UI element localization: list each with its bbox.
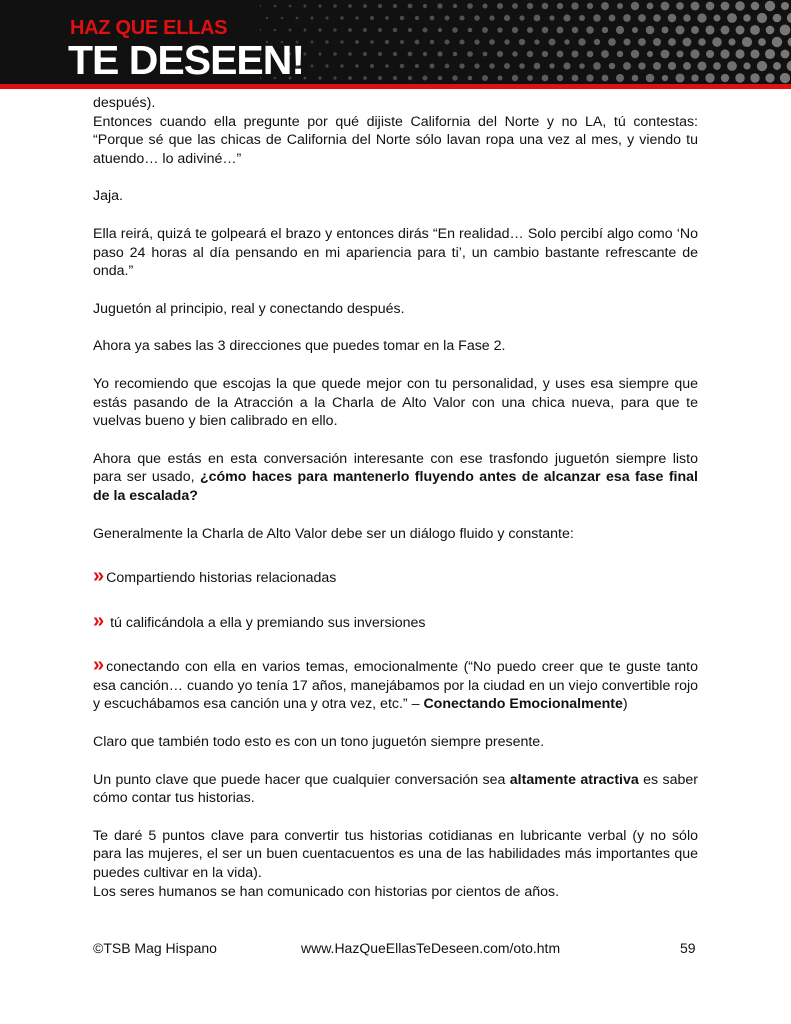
halftone-dot — [534, 63, 541, 70]
halftone-dot — [542, 27, 548, 33]
bullet-item — [93, 609, 698, 633]
halftone-dot — [482, 27, 488, 33]
halftone-dot — [712, 37, 722, 47]
halftone-dot — [564, 39, 569, 44]
halftone-dot — [720, 49, 729, 58]
halftone-dot — [400, 64, 405, 69]
halftone-dot — [735, 73, 744, 82]
halftone-dot — [467, 51, 473, 57]
halftone-dot — [638, 14, 646, 22]
paragraph: Los seres humanos se han comunicado con historias por cientos de años. — [93, 883, 560, 900]
halftone-dot — [593, 14, 600, 21]
halftone-dot — [527, 75, 533, 81]
halftone-dot — [348, 52, 352, 56]
halftone-dot — [512, 75, 518, 81]
halftone-dot — [721, 74, 729, 82]
header-title-line1: HAZ QUE ELLAS — [70, 17, 228, 39]
halftone-dot — [415, 40, 420, 45]
halftone-dot — [751, 2, 760, 11]
paragraph: Te daré 5 puntos clave para convertir tus historias cotidianas en lubricante verbal (y no sólo para las mujeres, el ser un buen cuentacuentos es una de las habilidades más importantes que puedes cultivar en la vida). — [93, 827, 698, 882]
halftone-dot — [586, 74, 593, 81]
halftone-dot — [483, 52, 488, 57]
halftone-dot — [691, 74, 698, 81]
bullet-text-end: ) — [622, 696, 628, 713]
halftone-dot — [691, 26, 699, 34]
halftone-dot — [534, 39, 539, 44]
halftone-dot — [638, 38, 646, 46]
paragraph-bold-question: ¿cómo haces para mantenerlo fluyendo antes de alcanzar esa fase final de la escalada? — [93, 469, 699, 504]
halftone-dot — [743, 62, 750, 69]
halftone-dot — [705, 25, 714, 34]
halftone-dot — [340, 64, 344, 68]
halftone-dot — [750, 73, 759, 82]
halftone-dot — [653, 14, 661, 22]
halftone-dot — [609, 63, 615, 69]
halftone-dot — [632, 75, 639, 82]
halftone-dot — [728, 38, 735, 45]
halftone-dot — [474, 15, 480, 21]
halftone-dot — [742, 37, 752, 47]
halftone-dot — [780, 73, 790, 83]
halftone-dot — [617, 51, 623, 57]
halftone-dot — [676, 50, 683, 57]
halftone-dot — [512, 51, 517, 56]
halftone-dot — [310, 16, 313, 19]
halftone-dot — [586, 26, 594, 34]
bullet-bold-text: Conectando Emocionalmente — [423, 696, 623, 713]
halftone-dot — [623, 38, 630, 45]
halftone-dot — [318, 28, 321, 31]
paragraph: Jaja. — [93, 188, 123, 205]
halftone-dot — [587, 51, 594, 58]
halftone-dot — [601, 2, 609, 10]
halftone-dot — [289, 29, 292, 32]
halftone-dot — [459, 15, 464, 20]
halftone-dot — [474, 39, 479, 44]
halftone-dot — [773, 14, 782, 23]
halftone-dot — [549, 63, 554, 68]
halftone-dot — [683, 38, 692, 47]
paragraph — [93, 450, 698, 506]
halftone-dot — [631, 50, 639, 58]
halftone-dot — [519, 15, 524, 20]
halftone-dot — [497, 27, 502, 32]
halftone-dot — [266, 17, 268, 19]
halftone-dot — [504, 15, 510, 21]
halftone-dot — [683, 14, 690, 21]
halftone-dot — [423, 76, 428, 81]
paragraph: después). — [93, 95, 156, 111]
halftone-dot — [549, 39, 556, 46]
halftone-dot — [296, 17, 299, 20]
halftone-dot — [482, 3, 487, 8]
halftone-dot — [355, 40, 359, 44]
halftone-dot — [325, 16, 328, 19]
footer-copyright: ©TSB Mag Hispano — [93, 940, 217, 956]
halftone-dot — [423, 4, 427, 8]
page-number: 59 — [680, 940, 696, 956]
page-header-banner — [0, 0, 791, 84]
header-red-rule — [0, 84, 791, 89]
halftone-dot — [459, 63, 464, 68]
halftone-dot — [563, 62, 570, 69]
halftone-dot — [385, 40, 389, 44]
halftone-dot — [608, 38, 616, 46]
halftone-dot — [497, 51, 503, 57]
paragraph: Entonces cuando ella pregunte por qué dijiste California del Norte y no LA, tú contestas: “Porque sé que las chicas de California del Norte sólo lavan ropa una vez al mes, y viendo tu atuendo… lo adiviné…” — [93, 113, 698, 167]
halftone-dot — [400, 16, 405, 21]
halftone-dot — [750, 49, 759, 58]
halftone-dot — [348, 28, 352, 32]
halftone-dot — [772, 37, 782, 47]
halftone-dot — [370, 16, 374, 20]
halftone-dot — [727, 61, 737, 71]
halftone-dot — [438, 28, 442, 32]
halftone-dot — [378, 76, 382, 80]
halftone-dot — [735, 49, 744, 58]
halftone-dot — [593, 62, 601, 70]
halftone-dot — [444, 39, 449, 44]
paragraph-bold-text: altamente atractiva — [509, 771, 639, 788]
halftone-dot — [400, 40, 404, 44]
halftone-dot — [452, 27, 458, 33]
halftone-dot — [393, 4, 397, 8]
paragraph: Juguetón al principio, real y conectando después. — [93, 300, 405, 317]
halftone-dot — [662, 27, 669, 34]
dot-pattern-decoration — [260, 0, 791, 84]
halftone-dot — [572, 75, 579, 82]
halftone-dot — [378, 28, 382, 32]
halftone-dot — [676, 2, 684, 10]
halftone-dot — [653, 38, 661, 46]
bullet-text: conectando con ella en varios temas, emocionalmente (“No puedo creer que te guste tanto esa canción… cuando yo tenía 17 años, manejábamos por la ciudad en un viejo convertible rojo y escuchábamos esa canción una y otra vez, etc.” – — [93, 659, 698, 713]
halftone-dot — [519, 63, 525, 69]
halftone-dot — [601, 50, 609, 58]
halftone-dot — [787, 61, 791, 72]
halftone-dot — [408, 52, 413, 57]
halftone-dot — [423, 28, 428, 33]
halftone-dot — [676, 26, 685, 35]
halftone-dot — [765, 73, 774, 82]
halftone-dot — [467, 3, 473, 9]
halftone-dot — [445, 16, 450, 21]
bullet-item — [93, 656, 698, 714]
halftone-dot — [766, 26, 775, 35]
halftone-dot — [713, 62, 721, 70]
halftone-dot — [706, 2, 715, 11]
halftone-dot — [393, 76, 397, 80]
halftone-dot — [661, 2, 670, 11]
halftone-dot — [557, 3, 563, 9]
halftone-dot — [594, 39, 600, 45]
halftone-dot — [557, 75, 563, 81]
halftone-dot — [318, 4, 321, 7]
halftone-dot — [743, 14, 750, 21]
halftone-dot — [333, 52, 337, 56]
halftone-dot — [437, 3, 442, 8]
halftone-dot — [698, 38, 706, 46]
halftone-dot — [602, 27, 608, 33]
halftone-dot — [616, 74, 624, 82]
halftone-dot — [489, 63, 494, 68]
halftone-dot — [489, 15, 494, 20]
halftone-dot — [318, 52, 321, 55]
halftone-dot — [274, 29, 277, 32]
halftone-dot — [647, 3, 654, 10]
halftone-dot — [325, 40, 328, 43]
halftone-dot — [437, 51, 442, 56]
halftone-dot — [668, 14, 677, 23]
halftone-dot — [363, 4, 367, 8]
halftone-dot — [430, 64, 435, 69]
halftone-dot — [468, 28, 473, 33]
halftone-dot — [423, 52, 427, 56]
chevron-bullet-icon: » — [93, 654, 105, 677]
halftone-dot — [721, 2, 730, 11]
halftone-dot — [662, 75, 668, 81]
chevron-bullet-icon: » — [93, 565, 105, 588]
halftone-dot — [691, 2, 700, 11]
halftone-dot — [579, 15, 585, 21]
halftone-dot — [310, 64, 313, 67]
halftone-dot — [578, 38, 585, 45]
halftone-dot — [781, 50, 790, 59]
halftone-dot — [706, 50, 714, 58]
chevron-bullet-icon: » — [93, 609, 105, 632]
halftone-dot — [459, 39, 464, 44]
halftone-dot — [497, 3, 503, 9]
paragraph-text: Ahora que estás en esta conversación interesante con ese trasfondo juguetón siempre listo para ser usado, — [93, 450, 698, 486]
halftone-dot — [430, 16, 435, 21]
halftone-dot — [453, 52, 457, 56]
halftone-dot — [572, 27, 578, 33]
halftone-dot — [281, 17, 284, 20]
halftone-dot — [675, 73, 684, 82]
halftone-dot — [757, 13, 767, 23]
halftone-dot — [735, 1, 745, 11]
halftone-dot — [683, 62, 691, 70]
halftone-dot — [378, 4, 382, 8]
halftone-dot — [713, 14, 720, 21]
halftone-dot — [721, 26, 730, 35]
paragraph-text-end: es saber cómo contar tus historias. — [93, 771, 698, 807]
halftone-dot — [557, 27, 564, 34]
paragraph: Ella reirá, quizá te golpeará el brazo y entonces dirás “En realidad… Solo percibí algo como ‘No paso 24 horas al día pensando en mi apariencia para ti’, un cambio bastante refrescante de onda.” — [93, 225, 698, 280]
halftone-dot — [430, 40, 434, 44]
halftone-dot — [632, 27, 638, 33]
halftone-dot — [527, 3, 533, 9]
halftone-dot — [512, 3, 518, 9]
paragraph: Yo recomiendo que escojas la que quede mejor con tu personalidad, y uses esa siempre que estás pasando de la Atracción a la Charla de Alto Valor con una chica nueva, para que te vuelvas bueno y bien calibrado en ello. — [93, 375, 698, 430]
halftone-dot — [333, 28, 336, 31]
halftone-dot — [260, 29, 261, 31]
halftone-dot — [274, 5, 277, 8]
halftone-dot — [318, 76, 321, 79]
page-body — [93, 94, 698, 901]
paragraph: Claro que también todo esto es con un tono juguetón siempre presente. — [93, 734, 545, 751]
halftone-dot — [638, 62, 645, 69]
halftone-dot — [609, 15, 616, 22]
halftone-dot — [765, 49, 775, 59]
halftone-dot — [415, 64, 419, 68]
halftone-dot — [363, 28, 367, 32]
halftone-dot — [385, 16, 389, 20]
halftone-dot — [519, 39, 525, 45]
halftone-dot — [765, 1, 775, 11]
halftone-dot — [453, 4, 457, 8]
halftone-dot — [363, 52, 367, 56]
halftone-dot — [623, 62, 631, 70]
halftone-dot — [646, 74, 655, 83]
halftone-dot — [303, 4, 306, 7]
footer-url-link[interactable]: www.HazQueEllasTeDeseen.com/oto.htm — [301, 940, 561, 956]
halftone-dot — [690, 49, 699, 58]
halftone-dot — [393, 52, 397, 56]
halftone-dot — [468, 76, 473, 81]
halftone-dot — [504, 63, 510, 69]
halftone-dot — [557, 51, 564, 58]
halftone-dot — [438, 76, 443, 81]
halftone-dot — [333, 4, 337, 8]
halftone-dot — [363, 76, 367, 80]
halftone-dot — [408, 4, 413, 9]
halftone-dot — [758, 38, 766, 46]
halftone-dot — [617, 3, 623, 9]
halftone-dot — [333, 76, 336, 79]
paragraph-text: Un punto clave que puede hacer que cualquier conversación sea — [93, 771, 510, 788]
bullet-item — [93, 567, 698, 588]
paragraph: Generalmente la Charla de Alto Valor debe ser un diálogo fluido y constante: — [93, 525, 574, 542]
halftone-dot — [571, 50, 578, 57]
halftone-dot — [348, 76, 352, 80]
halftone-dot — [482, 75, 488, 81]
halftone-dot — [616, 26, 624, 34]
halftone-dot — [504, 39, 509, 44]
halftone-dot — [697, 61, 706, 70]
bullet-text: Compartiendo historias relacionadas — [106, 570, 337, 587]
halftone-dot — [542, 75, 549, 82]
halftone-dot — [260, 5, 261, 7]
halftone-dot — [289, 5, 292, 8]
halftone-dot — [788, 38, 791, 47]
halftone-dot — [408, 28, 412, 32]
halftone-dot — [549, 15, 554, 20]
halftone-dot — [587, 3, 593, 9]
halftone-dot — [415, 16, 419, 20]
header-title-line2: TE DESEEN! — [68, 37, 305, 83]
bullet-text: tú calificándola a ella y premiando sus inversiones — [110, 614, 426, 631]
halftone-dot — [370, 40, 373, 43]
halftone-dot — [563, 14, 570, 21]
halftone-dot — [653, 62, 661, 70]
halftone-dot — [445, 64, 450, 69]
halftone-dot — [385, 64, 389, 68]
halftone-dot — [781, 2, 789, 10]
halftone-dot — [534, 15, 541, 22]
halftone-dot — [571, 2, 578, 9]
halftone-dot — [668, 38, 676, 46]
halftone-dot — [340, 16, 344, 20]
halftone-dot — [542, 3, 549, 10]
halftone-dot — [787, 13, 791, 23]
halftone-dot — [623, 14, 631, 22]
halftone-dot — [661, 50, 670, 59]
halftone-dot — [340, 40, 343, 43]
halftone-dot — [697, 13, 706, 22]
paragraph — [93, 771, 698, 808]
halftone-dot — [527, 27, 533, 33]
halftone-dot — [355, 64, 358, 67]
halftone-dot — [773, 62, 781, 70]
halftone-dot — [452, 75, 457, 80]
halftone-dot — [727, 13, 737, 23]
halftone-dot — [647, 51, 653, 57]
halftone-dot — [498, 76, 503, 81]
halftone-dot — [750, 25, 760, 35]
halftone-dot — [355, 16, 358, 19]
halftone-dot — [527, 51, 533, 57]
halftone-dot — [378, 52, 382, 56]
halftone-dot — [780, 25, 791, 36]
halftone-dot — [736, 26, 745, 35]
paragraph: Ahora ya sabes las 3 direcciones que puedes tomar en la Fase 2. — [93, 338, 506, 355]
halftone-dot — [631, 2, 639, 10]
halftone-dot — [325, 64, 328, 67]
halftone-dot — [668, 62, 676, 70]
halftone-dot — [602, 75, 609, 82]
halftone-dot — [408, 76, 412, 80]
halftone-dot — [474, 63, 479, 68]
halftone-dot — [579, 63, 585, 69]
halftone-dot — [542, 51, 548, 57]
halftone-dot — [370, 64, 374, 68]
halftone-dot — [646, 26, 655, 35]
halftone-dot — [311, 41, 314, 44]
halftone-dot — [393, 28, 397, 32]
halftone-dot — [757, 61, 767, 71]
halftone-dot — [348, 4, 352, 8]
halftone-dot — [705, 73, 714, 82]
halftone-dot — [304, 29, 307, 32]
halftone-dot — [512, 27, 518, 33]
halftone-dot — [489, 39, 495, 45]
